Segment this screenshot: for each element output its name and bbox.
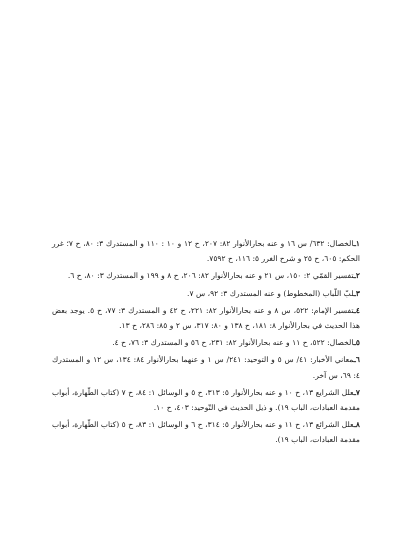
footnote-2	[52, 268, 360, 283]
footnote-text: علل الشرايع ١٣، ح ١٠ و عنه بحارالأنوار ٥: ٣١٣، ح ٥ و الوسائل ١: ٨٤، ح ٧ (كتاب الطّهارة، أبواب مقدمة العبادات، الباب ١٩). و ذيل الحديث في التّوحيد: ٤٠٣، ح ١٠.	[52, 387, 360, 413]
footnote-1	[52, 236, 360, 266]
footnote-number: ٤ـ	[353, 305, 360, 315]
footnote-text: معاني الأخبار: ٤١/ س ٥ و التوحيد: ٢٤١/ س ١ و عنهما بحارالأنوار ٨٤: ١٣٤، س ١٢ و المستدرك ٤: ٦٩، س آخر.	[52, 355, 360, 380]
footnote-text: الخصال: ٥٢٢، ح ١١ و عنه بحارالأنوار ٨٢: ٢٣١، ح ٥٦ و المستدرك ٣: ٧٦، ح ٤.	[112, 338, 354, 348]
footnote-text: لبّ اللّباب (المخطوط) و عنه المستدرك ٣: ٩٢، س ٧.	[187, 288, 354, 298]
footnote-3	[52, 286, 360, 301]
footnote-number: ١ـ	[353, 239, 361, 248]
footnote-6	[52, 352, 360, 382]
footnote-number: ٢ـ	[353, 271, 360, 281]
footnote-5	[52, 335, 360, 350]
footnote-text: علل الشرائع ١٣، ح ١١ و عنه بحارالأنوار ٥: ٣١٤، ح ٦ و الوسائل ١: ٨٣، ح ٥ (كتاب الطّهارة، أبواب مقدمة العبادات، الباب ١٩).	[52, 420, 360, 445]
footnote-7	[52, 385, 360, 415]
footnote-number: ٨ـ	[353, 420, 361, 430]
footnote-text: تفسير الإمام: ٥٢٢، س ٨ و عنه بحارالأنوار ٨٢: ٢٢١، ح ٤٢ و المستدرك ٣: ٧٧، ح ٥. يوجد بعض هذا الحديث في بحارالأنوار ٨: ١٨١، ح ١٣٨ و ٨٠: ٣١٧، س ٢ و ٨٥: ٢٨٦، ح ١٣.	[52, 305, 360, 331]
footnotes-section	[52, 236, 360, 450]
footnote-number: ٥ـ	[353, 338, 360, 348]
footnote-number: ٧ـ	[353, 387, 361, 397]
footnote-4	[52, 303, 360, 333]
footnote-8	[52, 417, 360, 447]
footnote-number: ٦ـ	[353, 355, 360, 365]
footnote-text: الخصال: ٦٣٢/ س ١٦ و عنه بحارالأنوار ٨٢: ٢٠٧، ح ١٢ و ١٠ : ١١٠ و المستدرك ٣: ٨٠، ح ٧؛ غرر الحكم: ٦٠٥، ح ٢٥ و شرح الغرر ٥: ١١٦، ح ٧٥٩٢.	[52, 239, 360, 264]
footnote-text: تفسير القمّي ٢: ١٥٠، س ٢١ و عنه بحارالأنوار ٨٢: ٢٠٦، ح ٨ و ١٩٩ و المستدرك ٣: ٨٠، ح ٦.	[67, 271, 354, 281]
footnote-number: ٣ـ	[353, 288, 360, 298]
